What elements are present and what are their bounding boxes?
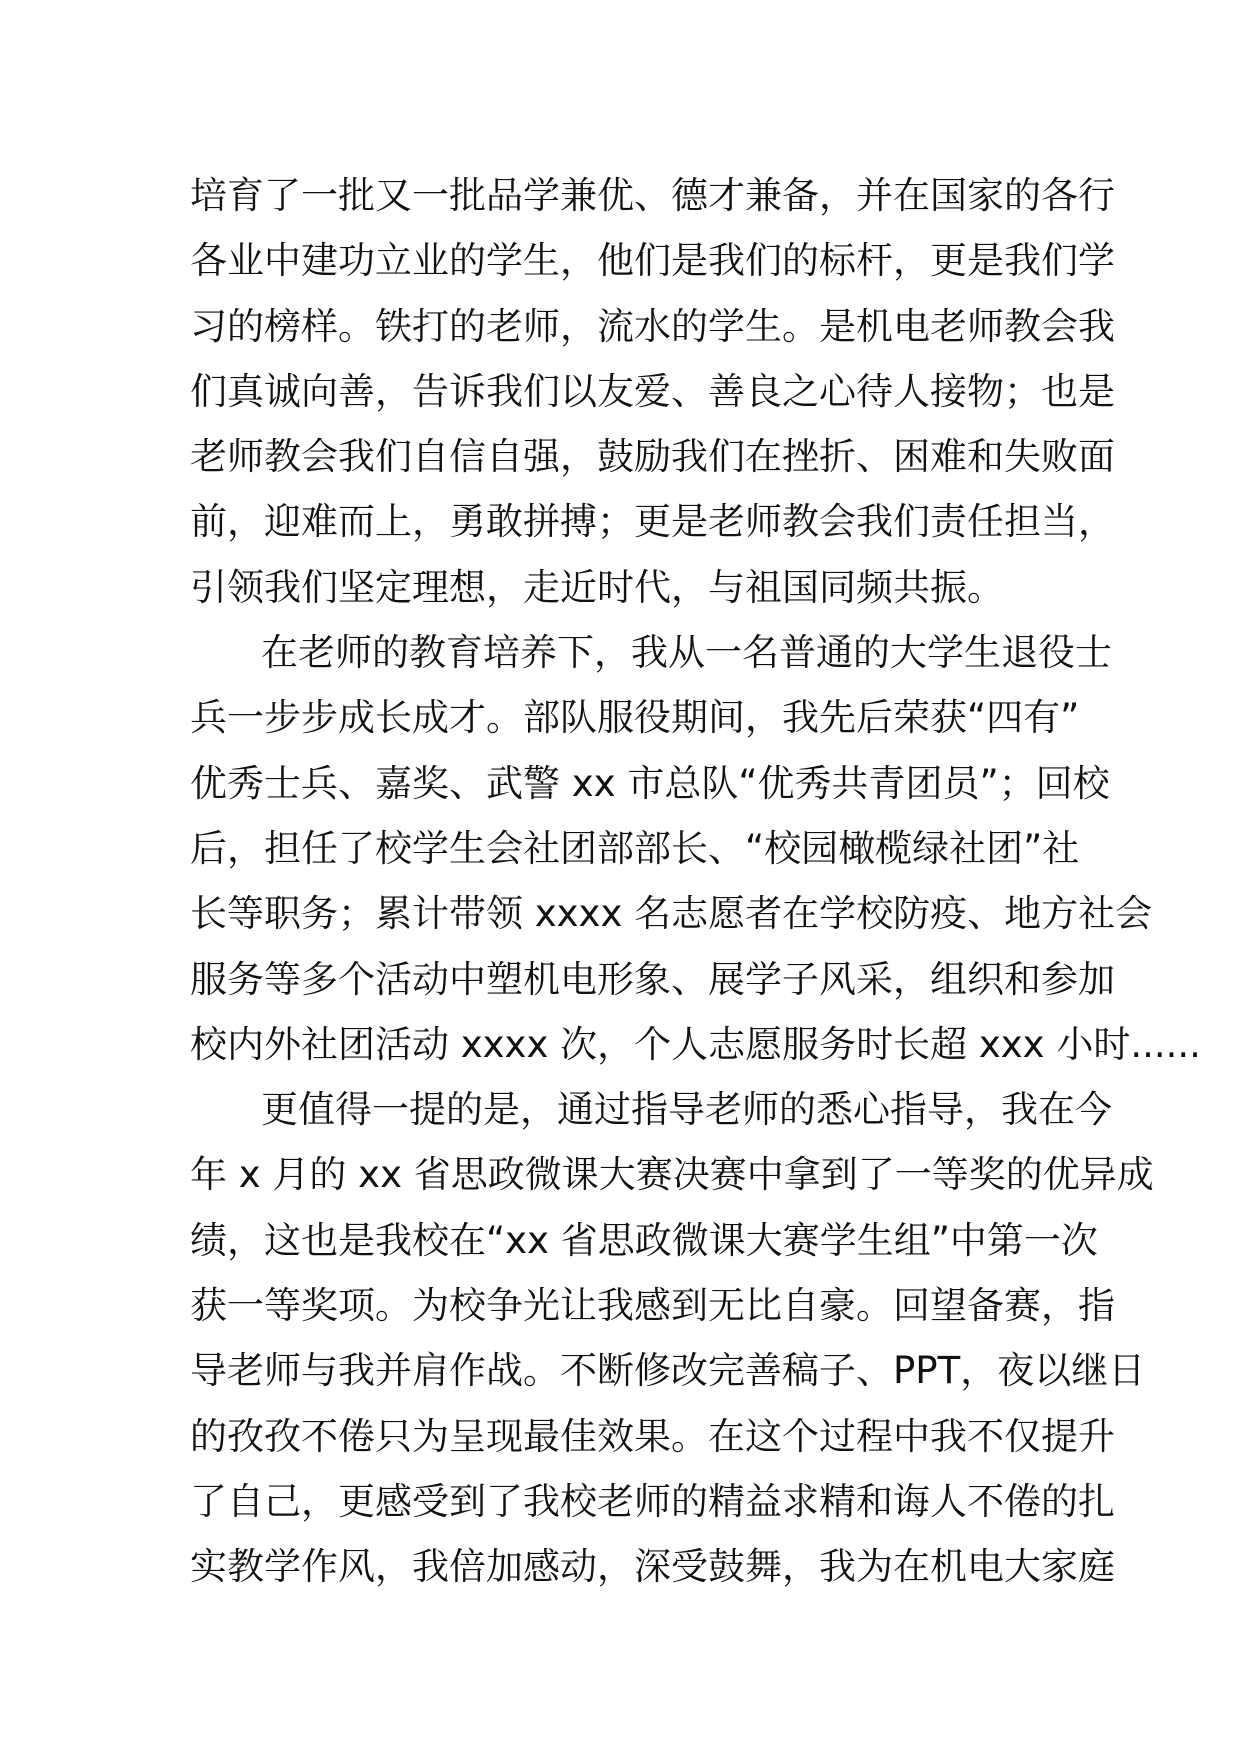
text-line: 优秀士兵、嘉奖、武警 xx 市总队“优秀共青团员”；回校 [190, 761, 1110, 805]
text-line: 引领我们坚定理想，走近时代，与祖国同频共振。 [190, 565, 1004, 609]
text-line: 年 x 月的 xx 省思政微课大赛决赛中拿到了一等奖的优异成 [190, 1153, 1154, 1197]
text-line: 前，迎难而上，勇敢拼搏；更是老师教会我们责任担当， [190, 500, 1115, 544]
text-line: 后，担任了校学生会社团部部长、“校园橄榄绿社团”社 [190, 826, 1080, 870]
text-line: 各业中建功立业的学生，他们是我们的标杆，更是我们学 [190, 239, 1115, 283]
text-line: 的孜孜不倦只为呈现最佳效果。在这个过程中我不仅提升 [190, 1414, 1115, 1458]
document-body [190, 163, 1201, 1600]
text-line: 了自己，更感受到了我校老师的精益求精和诲人不倦的扎 [190, 1479, 1115, 1523]
text-line: 老师教会我们自信自强，鼓励我们在挫折、困难和失败面 [190, 435, 1115, 479]
text-line: 在老师的教育培养下，我从一名普通的大学生退役士 [261, 631, 1112, 675]
text-line: 绩，这也是我校在“xx 省思政微课大赛学生组”中第一次 [190, 1218, 1098, 1262]
text-line: 服务等多个活动中塑机电形象、展学子风采，组织和参加 [190, 957, 1115, 1001]
text-line: 们真诚向善，告诉我们以友爱、善良之心待人接物；也是 [190, 369, 1115, 413]
text-line: 习的榜样。铁打的老师，流水的学生。是机电老师教会我 [190, 304, 1115, 348]
text-line: 长等职务；累计带领 xxxx 名志愿者在学校防疫、地方社会 [190, 892, 1153, 936]
text-line: 更值得一提的是，通过指导老师的悉心指导，我在今 [261, 1088, 1112, 1132]
text-line: 校内外社团活动 xxxx 次，个人志愿服务时长超 xxx 小时...... [190, 1022, 1201, 1066]
text-line: 兵一步步成长成才。部队服役期间，我先后荣获“四有” [190, 696, 1080, 740]
text-line: 培育了一批又一批品学兼优、德才兼备，并在国家的各行 [190, 174, 1115, 217]
text-line: 实教学作风，我倍加感动，深受鼓舞，我为在机电大家庭 [190, 1545, 1115, 1589]
text-line: 导老师与我并肩作战。不断修改完善稿子、PPT，夜以继日 [190, 1349, 1146, 1393]
text-line: 获一等奖项。为校争光让我感到无比自豪。回望备赛，指 [190, 1284, 1115, 1328]
